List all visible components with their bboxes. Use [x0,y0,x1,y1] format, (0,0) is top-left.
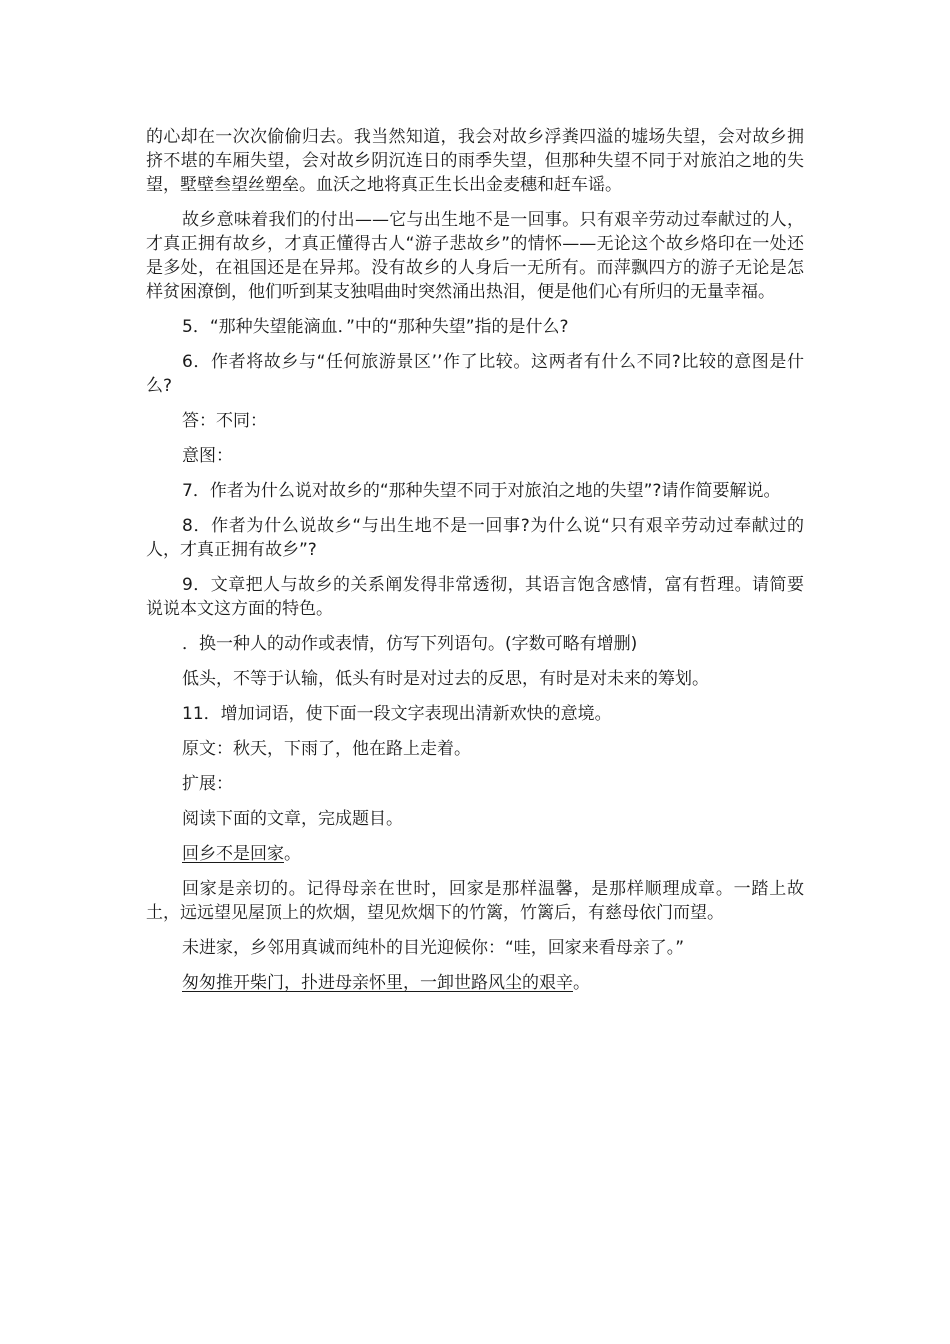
question-6: 6．作者将故乡与“任何旅游景区’’作了比较。这两者有什么不同?比较的意图是什么? [146,352,804,396]
example-sentence: 低头，不等于认输，低头有时是对过去的反思，有时是对未来的筹划。 [182,669,709,689]
question-8: 8．作者为什么说故乡“与出生地不是一回事?为什么说“只有艰辛劳动过奉献过的人，才真正拥有故乡”? [146,516,804,560]
article-paragraph-2: 未进家，乡邻用真诚而纯朴的目光迎候你：“哇，回家来看母亲了。” [182,938,685,958]
original-text: 原文：秋天，下雨了，他在路上走着。 [182,739,471,759]
question-10: ．换一种人的动作或表情，仿写下列语句。(字数可略有增删) [182,634,638,654]
sentence-tail: 。 [573,973,590,993]
article-paragraph-3 [146,971,804,995]
question-7: 7．作者为什么说对故乡的“那种失望不同于对旅泊之地的失望”?请作简要解说。 [182,481,781,501]
article-title [146,842,804,866]
paragraph-continued: 的心却在一次次偷偷归去。我当然知道，我会对故乡浮粪四溢的墟场失望，会对故乡拥挤不堪的车厢失望，会对故乡阴沉连日的雨季失望，但那种失望不同于对旅泊之地的失望，墅壁叁望丝塑垒。血沃之地将真正生长出金麦穗和赶车谣。 [146,127,804,195]
paragraph-hometown-meaning: 故乡意味着我们的付出——它与出生地不是一回事。只有艰辛劳动过奉献过的人，才真正拥有故乡，才真正懂得古人“游子悲故乡”的情怀——无论这个故乡烙印在一处还是多处，在祖国还是在异邦。没有故乡的人身后一无所有。而萍飘四方的游子无论是怎样贫困潦倒，他们听到某支独唱曲时突然涌出热泪，便是他们心有所归的无量幸福。 [146,210,804,302]
article-title-text: 回乡不是回家 [182,844,284,864]
expansion-label: 扩展： [182,774,233,794]
article-title-tail: 。 [284,844,301,864]
question-11: 11．增加词语，使下面一段文字表现出清新欢快的意境。 [182,704,612,724]
answer-intention: 意图： [182,446,233,466]
reading-instruction: 阅读下面的文章，完成题目。 [182,809,403,829]
answer-difference: 答：不同： [182,411,267,431]
article-paragraph-1: 回家是亲切的。记得母亲在世时，回家是那样温馨，是那样顺理成章。一踏上故土，远远望见屋顶上的炊烟，望见炊烟下的竹篱，竹篱后，有慈母依门而望。 [146,879,804,923]
question-5: 5．“那种失望能滴血．”中的“那种失望”指的是什么? [182,317,569,337]
underlined-sentence: 匆匆推开柴门，扑进母亲怀里，一卸世路风尘的艰辛 [182,973,573,993]
question-9: 9．文章把人与故乡的关系阐发得非常透彻，其语言饱含感情，富有哲理。请简要说说本文这方面的特色。 [146,575,804,619]
